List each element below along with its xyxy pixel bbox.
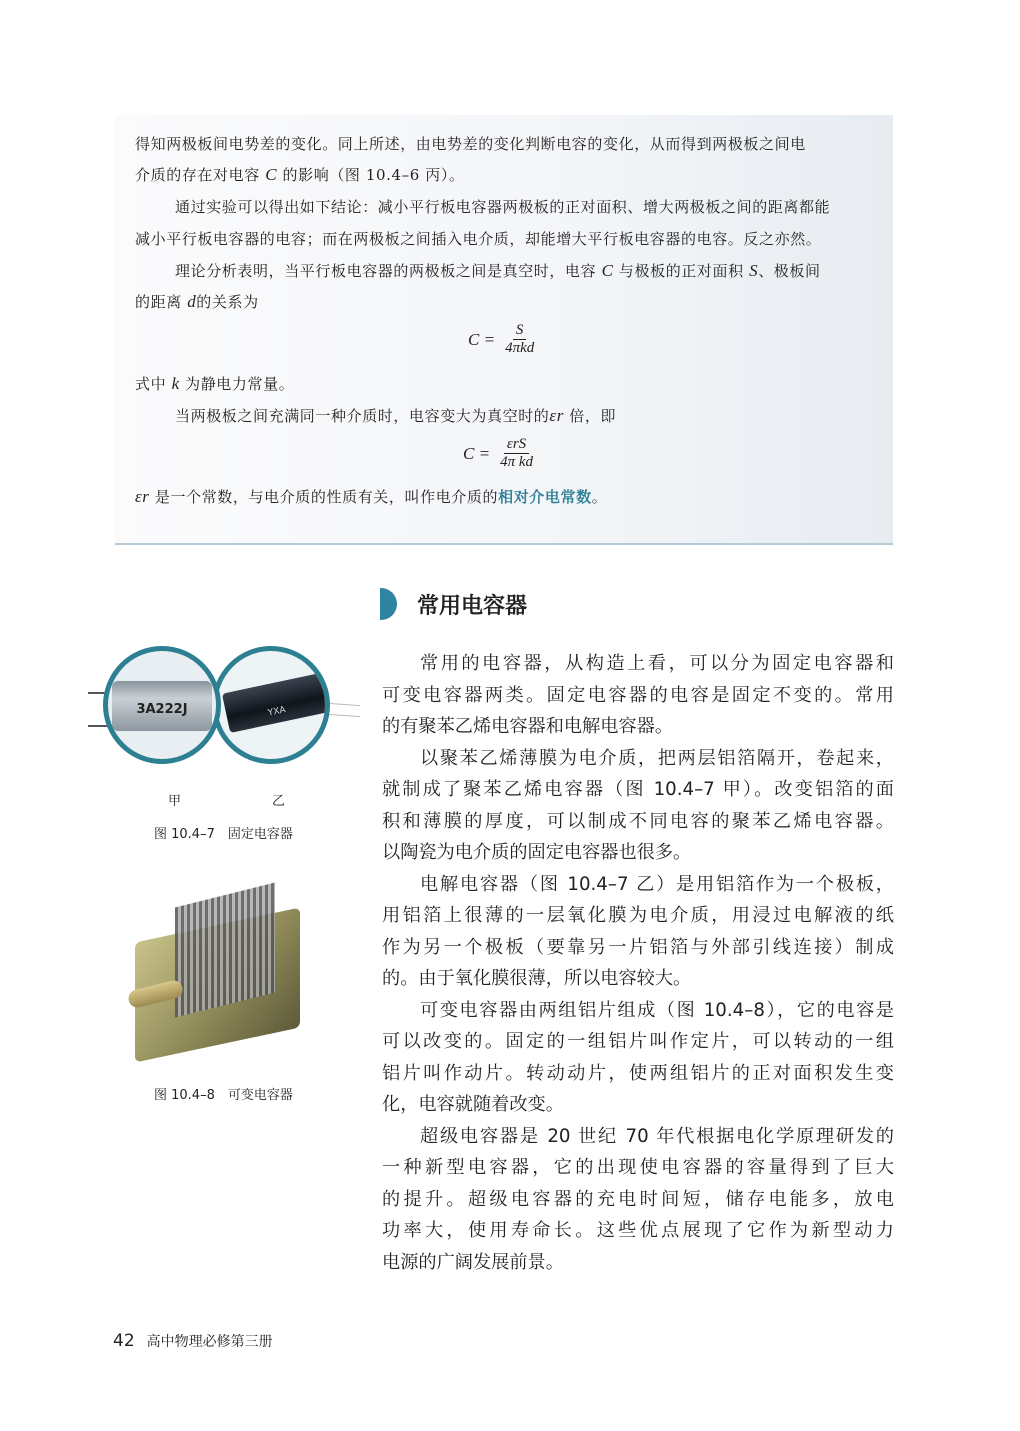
key-term: 相对介电常数 xyxy=(498,488,592,506)
body-text-line: 以聚苯乙烯薄膜为电介质，把两层铝箔隔开，卷起来， xyxy=(420,747,894,769)
box-line: 式中 k 为静电力常量。 xyxy=(135,374,295,393)
body-text-line: 电源的广阔发展前景。 xyxy=(382,1251,564,1273)
box-line: 理论分析表明，当平行板电容器的两极板之间是真空时，电容 C 与极板的正对面积 S、极板间 xyxy=(175,261,821,280)
body-text-line: 可变电容器由两组铝片组成（图 10.4–8），它的电容是 xyxy=(420,999,894,1021)
body-text-line: 常用的电容器，从构造上看，可以分为固定电容器和 xyxy=(420,653,894,674)
figure-label-b: 乙 xyxy=(272,794,286,809)
body-text-line: 化，电容就随着改变。 xyxy=(382,1094,564,1115)
box-line: 的距离 d的关系为 xyxy=(135,292,259,311)
polystyrene-capacitor-image: 3A222J xyxy=(103,646,221,764)
body-text-line: 就制成了聚苯乙烯电容器（图 10.4–7 甲）。改变铝箔的面 xyxy=(382,779,894,800)
capacitance-formula-dielectric: C = $\frac{\text{εrS}}{\text{4π kd}}$ xyxy=(463,436,533,470)
box-line: 介质的存在对电容 C 的影响（图 10.4–6 丙）。 xyxy=(135,165,465,184)
page-footer xyxy=(113,1331,273,1351)
figure-caption: 图 10.4–8 可变电容器 xyxy=(154,1088,293,1103)
box-line: 当两极板之间充满同一种介质时，电容变大为真空时的εr 倍，即 xyxy=(175,406,617,425)
body-text-line: 铝片叫作动片。转动动片，使两组铝片的正对面积发生变 xyxy=(382,1062,894,1084)
box-line: 得知两极板间电势差的变化。同上所述，由电势差的变化判断电容的变化，从而得到两极板之间电 xyxy=(135,135,806,153)
body-text-line: 超级电容器是 20 世纪 70 年代根据电化学原理研发的 xyxy=(420,1125,894,1147)
body-text-line: 的。由于氧化膜很薄，所以电容较大。 xyxy=(382,968,692,989)
box-line: 减小平行板电容器的电容；而在两极板之间插入电介质，却能增大平行板电容器的电容。反之亦然。 xyxy=(135,230,822,248)
body-text-line: 的提升。超级电容器的充电时间短，储存电能多，放电 xyxy=(382,1188,894,1210)
body-text-line: 功率大，使用寿命长。这些优点展现了它作为新型动力 xyxy=(382,1220,894,1241)
body-text-line: 以陶瓷为电介质的固定电容器也很多。 xyxy=(382,842,692,863)
body-text-line: 积和薄膜的厚度，可以制成不同电容的聚苯乙烯电容器。 xyxy=(382,810,894,832)
heading-marker-icon xyxy=(380,588,397,620)
body-text-line: 一种新型电容器，它的出现使电容器的容量得到了巨大 xyxy=(382,1157,894,1178)
book-title: 高中物理必修第三册 xyxy=(146,1334,273,1350)
section-title: 常用电容器 xyxy=(417,593,528,619)
body-text-line: 的有聚苯乙烯电容器和电解电容器。 xyxy=(382,716,674,737)
electrolytic-capacitor-image: YXA xyxy=(212,646,330,764)
body-text-line: 用铝箔上很薄的一层氧化膜为电介质，用浸过电解液的纸 xyxy=(382,905,894,926)
capacitance-formula-vacuum: C = $\frac{S}{\text{4πkd}}$ xyxy=(468,322,535,356)
box-line: εr 是一个常数，与电介质的性质有关，叫作电介质的相对介电常数。 xyxy=(135,487,608,506)
page-number: 42 xyxy=(113,1331,135,1351)
figure-caption: 图 10.4–7 固定电容器 xyxy=(154,827,293,842)
figure-label-a: 甲 xyxy=(168,794,182,809)
body-text-line: 可变电容器两类。固定电容器的电容是固定不变的。常用 xyxy=(382,684,894,706)
section-heading xyxy=(380,588,527,620)
body-text-line: 电解电容器（图 10.4–7 乙）是用铝箔作为一个极板， xyxy=(420,873,894,895)
box-line: 通过实验可以得出如下结论：减小平行板电容器两极板的正对面积、增大两极板之间的距离都能 xyxy=(175,198,831,216)
body-text-line: 可以改变的。固定的一组铝片叫作定片，可以转动的一组 xyxy=(382,1031,894,1052)
body-text-line: 作为另一个极板（要靠另一片铝箔与外部引线连接）制成 xyxy=(382,936,894,958)
